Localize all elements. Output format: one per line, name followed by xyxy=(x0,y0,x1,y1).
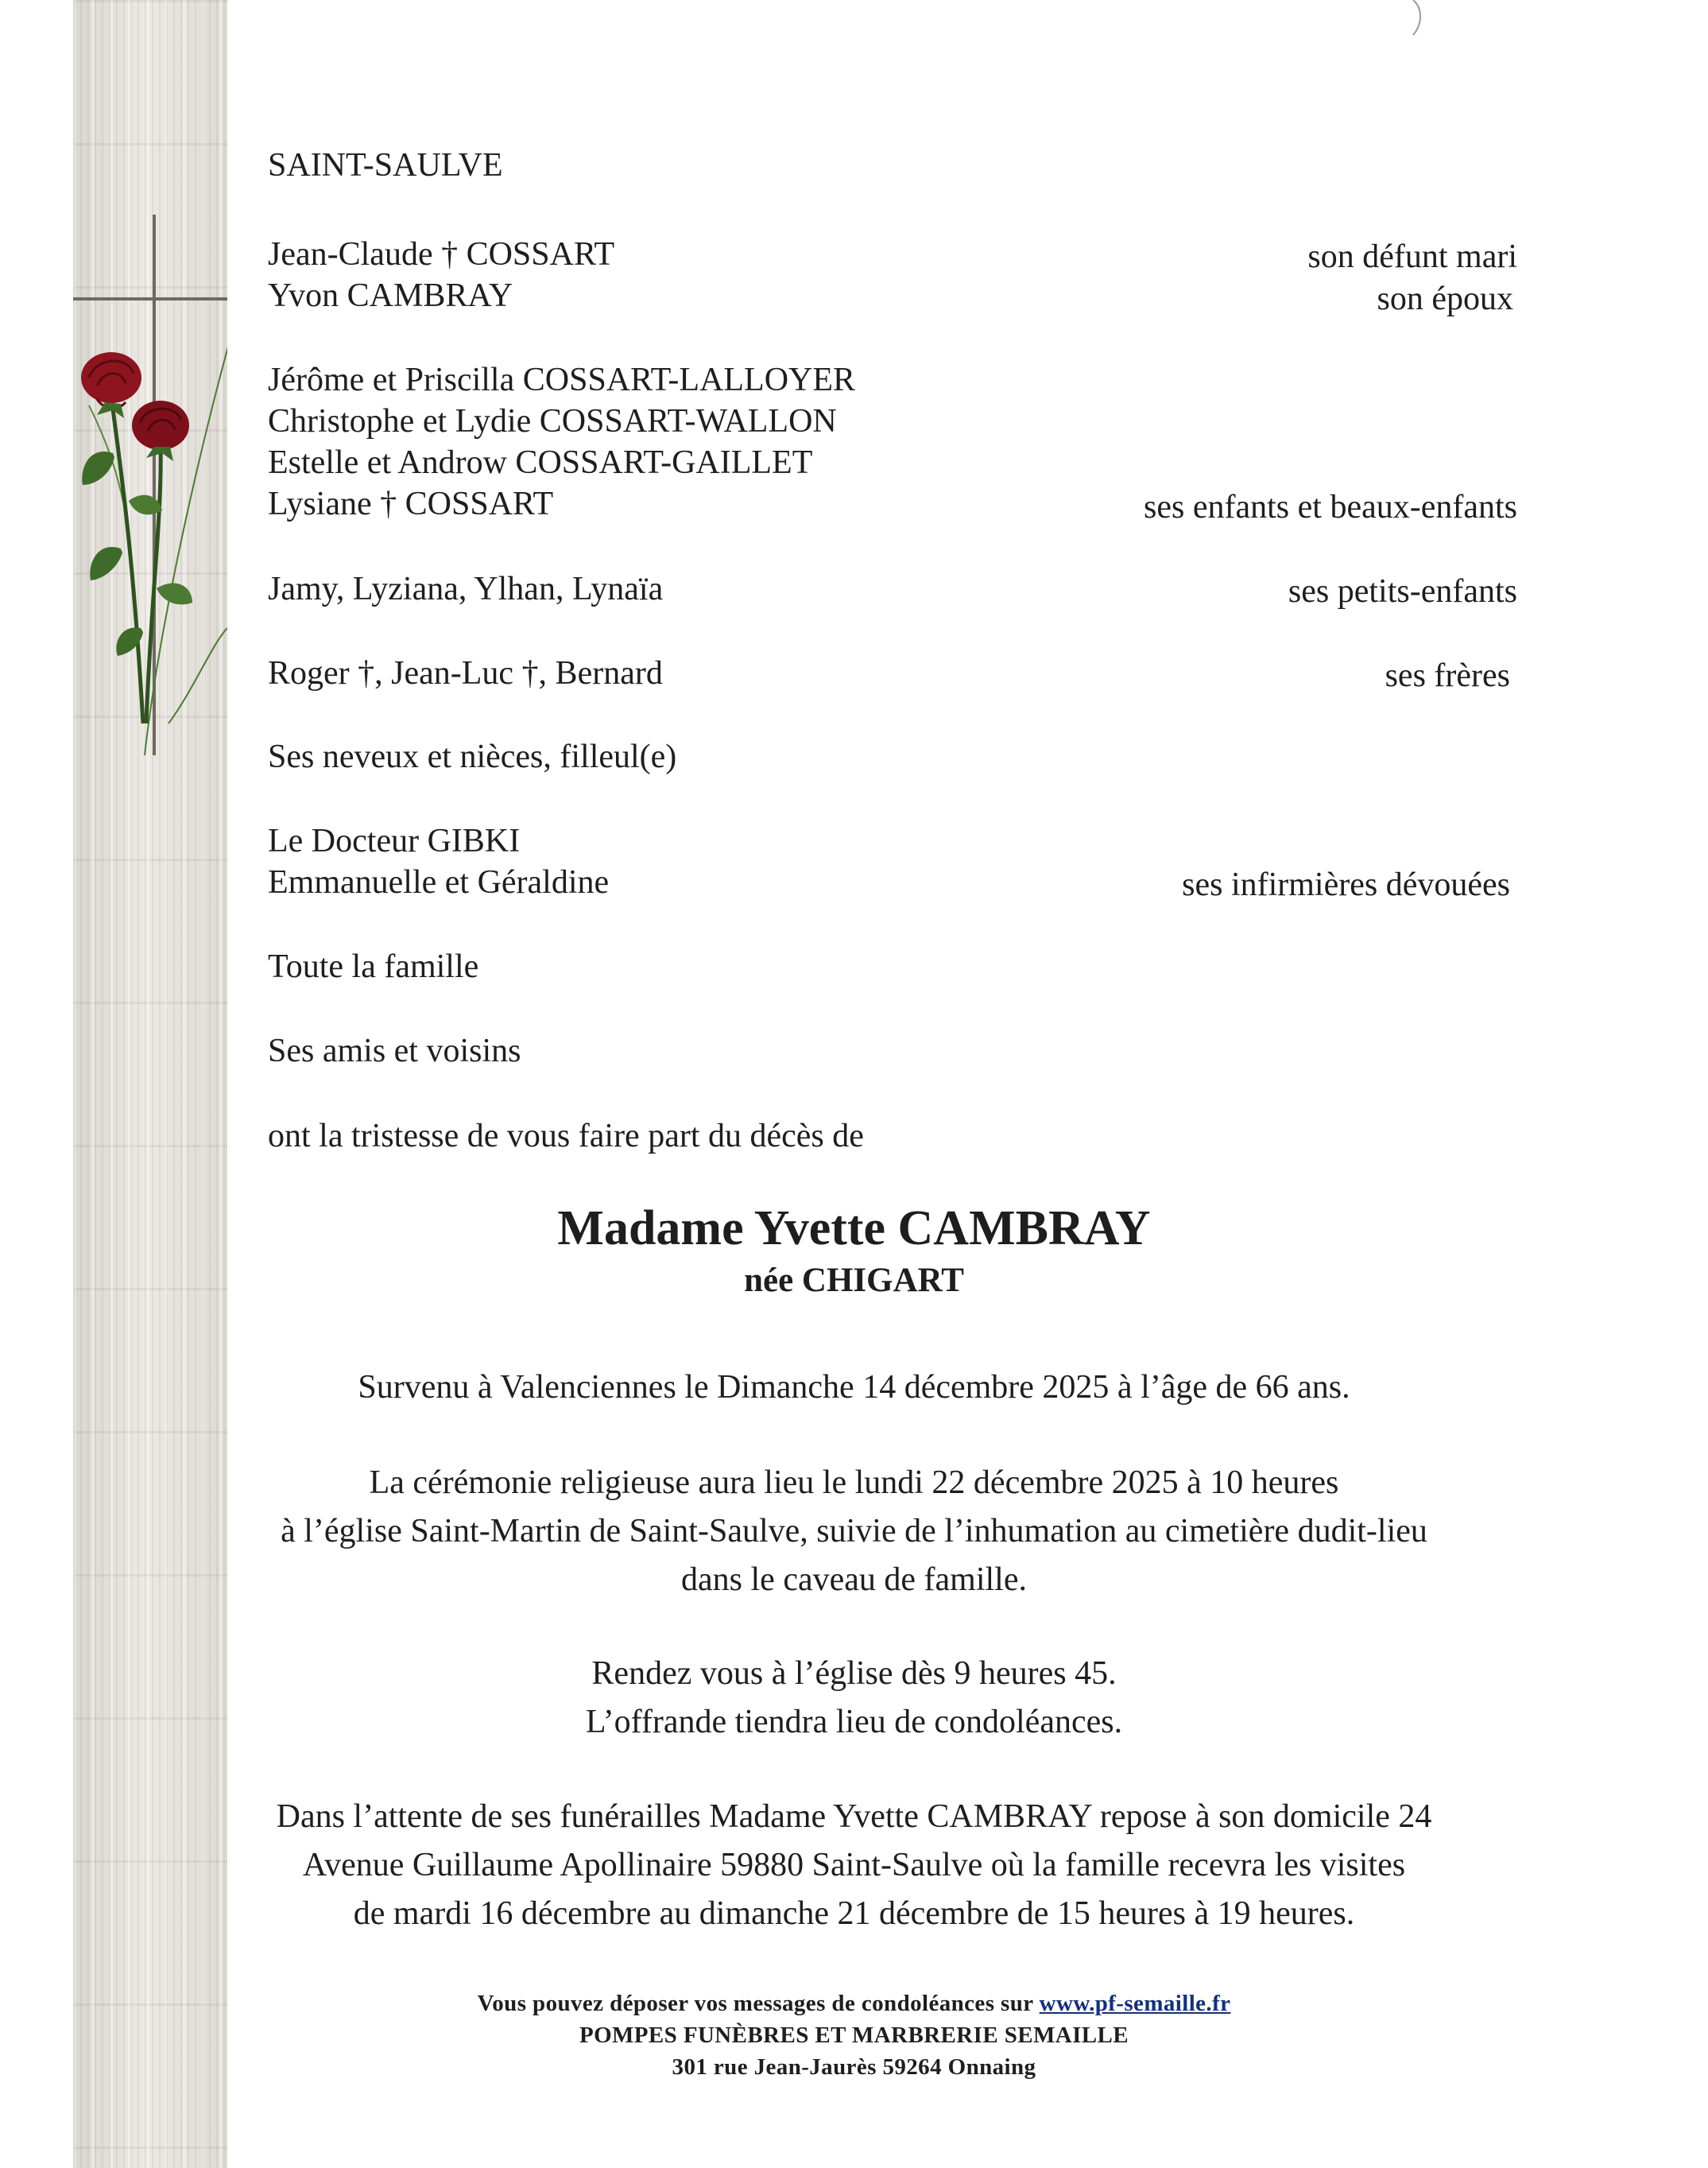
family-name: Ses amis et voisins xyxy=(268,1033,521,1069)
announcement-text: ont la tristesse de vous faire part du décès de xyxy=(268,1118,864,1154)
rose-leaf xyxy=(129,495,162,515)
funeral-home-address: 301 rue Jean-Jaurès 59264 Onnaing xyxy=(672,2054,1036,2080)
funeral-home-name: POMPES FUNÈBRES ET MARBRERIE SEMAILLE xyxy=(579,2023,1129,2048)
rose-flower-lower xyxy=(132,401,189,461)
town-heading: SAINT-SAULVE xyxy=(268,147,503,184)
family-relation: ses frères xyxy=(1385,657,1510,694)
family-name: Yvon CAMBRAY xyxy=(268,277,513,314)
death-info xyxy=(0,1363,1708,1412)
condolence-message-text: Vous pouvez déposer vos messages de condoléances sur xyxy=(477,1991,1040,2016)
condolence-website-link[interactable]: www.pf-semaille.fr xyxy=(1039,1991,1231,2016)
family-name: Le Docteur GIBKI xyxy=(268,823,521,859)
visits-line: Dans l’attente de ses funérailles Madame Yvette CAMBRAY repose à son domicile 24 xyxy=(276,1798,1432,1835)
cross-and-roses-illustration xyxy=(73,215,227,771)
ceremony-line: à l’église Saint-Martin de Saint-Saulve, suivie de l’inhumation au cimetière dudit-lieu xyxy=(281,1513,1427,1549)
family-name: Jean-Claude † COSSART xyxy=(268,236,615,273)
family-name: Christophe et Lydie COSSART-WALLON xyxy=(268,403,837,440)
condolence-message xyxy=(0,1988,1708,2019)
family-relation: son époux xyxy=(1377,281,1513,317)
family-name: Toute la famille xyxy=(268,948,479,985)
visits-block xyxy=(0,1793,1708,1938)
family-name: Jérôme et Priscilla COSSART-LALLOYER xyxy=(268,362,856,398)
death-info-line: Survenu à Valenciennes le Dimanche 14 décembre 2025 à l’âge de 66 ans. xyxy=(358,1369,1350,1406)
family-relation: ses petits-enfants xyxy=(1288,573,1517,610)
family-name: Emmanuelle et Géraldine xyxy=(268,864,610,901)
ceremony-block xyxy=(0,1459,1708,1604)
meeting-line: Rendez vous à l’église dès 9 heures 45. xyxy=(591,1655,1117,1692)
meeting-block xyxy=(0,1650,1708,1747)
scan-corner-mark xyxy=(1407,0,1439,40)
family-name: Jamy, Lyziana, Ylhan, Lynaïa xyxy=(268,571,664,607)
ceremony-line: La cérémonie religieuse aura lieu le lundi 22 décembre 2025 à 10 heures xyxy=(369,1464,1339,1501)
grass-blade xyxy=(168,628,227,723)
funeral-home-footer xyxy=(0,1988,1708,2083)
family-name: Roger †, Jean-Luc †, Bernard xyxy=(268,655,663,692)
rose-leaf xyxy=(82,452,114,485)
rose-leaf xyxy=(157,583,192,604)
maiden-name: née CHIGART xyxy=(744,1262,964,1299)
visits-line: de mardi 16 décembre au dimanche 21 décembre de 15 heures à 19 heures. xyxy=(353,1895,1355,1932)
cross-horizontal-bar xyxy=(73,297,227,301)
family-relation: ses infirmières dévouées xyxy=(1182,867,1510,903)
visits-line: Avenue Guillaume Apollinaire 59880 Saint-Saulve où la famille recevra les visites xyxy=(302,1847,1406,1883)
rose-leaf xyxy=(90,547,122,580)
meeting-line: L’offrande tiendra lieu de condoléances. xyxy=(585,1704,1123,1740)
deceased-name: Madame Yvette CAMBRAY xyxy=(557,1201,1151,1255)
family-relation: son défunt mari xyxy=(1307,239,1517,275)
family-name: Lysiane † COSSART xyxy=(268,486,554,522)
family-relation: ses enfants et beaux-enfants xyxy=(1144,489,1517,526)
ceremony-line: dans le caveau de famille. xyxy=(681,1561,1027,1598)
family-name: Estelle et Androw COSSART-GAILLET xyxy=(268,444,813,481)
family-name: Ses neveux et nièces, filleul(e) xyxy=(268,739,677,775)
